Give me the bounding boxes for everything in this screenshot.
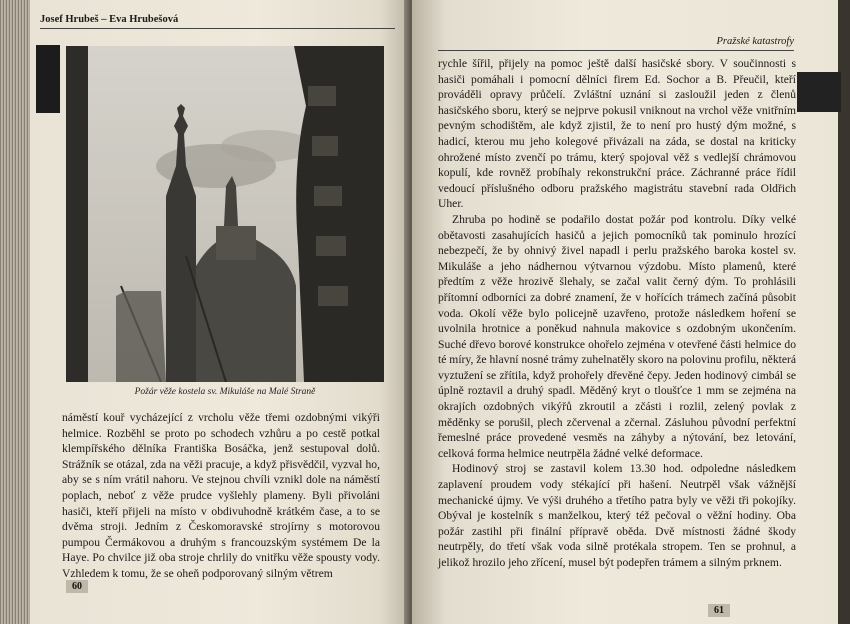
page-number-left: 60 <box>66 580 88 593</box>
page-edges-left <box>0 0 32 624</box>
thumb-index-tab-left <box>36 45 60 113</box>
right-paragraph-2: Zhruba po hodině se podařilo dostat požár pod kontrolu. Díky velké obětavosti zasahujících hasičů a jejich pomocníků tak pominulo hrozící nebezpečí, že by ohnivý živel napadl i perlu pražského baroka kostel sv. Mikuláše a jeho nádhernou výtvarnou výzdobu. Místo plamenů, které předtím z věže hrozivě šlehaly, se začal valit černý dým. To prohlásili přítomní odborníci za dobré znamení, že v hořících trámech začíná působit voda. Okolí věže bylo policejně uzavřeno, protože následkem hoření se uvolnila hrotnice a poněkud nahnula makovice s ozdobným ukončením. Suché dřevo borové konstrukce ohořelo zejména v otevřené části helmice do té míry, že hlavní nosné trámy zuhelnatěly skoro na polovinu profilu, některá vyztužení se zřítila, když prohořely dřevěné čepy. Jeden hodinový cimbál se úplně roztavil a druhý spadl. Měděný kryt o tloušťce 1 mm se zejména na okrajích ozdobných vikýřů zkroutil a zčásti i rozlil, zelený povlak z měděnky se porušil, plech zčervenal a zčernal. Zásluhou původní perfektní řemeslné práce provedené vesměs na záhyby a nýtování, bez letování, celková forma helmice neutrpěla žádné velké deformace. <box>438 212 796 460</box>
church-tower-photo <box>66 46 384 382</box>
right-paragraph-3: Hodinový stroj se zastavil kolem 13.30 hod. odpoledne následkem zaplavení proudem vody stékající při hašení. Neutrpěl však vážnější mechanické újmy. Ve výši druhého a třetího patra byly ve věži tři pokojíky. Obýval je kostelník s manželkou, který též pečoval o věžní hodiny. Oba požár zastihl při finální přípravě oběda. Dvě místnosti žádné škody neutrpěly, do třetí však voda silně protékala stropem. Ten se prohnul, a jelikož hrozilo jeho zřícení, musel být podepřen trámem a silným prknem. <box>438 462 796 569</box>
photo-caption: Požár věže kostela sv. Mikuláše na Malé Straně <box>134 387 316 397</box>
right-paragraph-1: rychle šířil, přijely na pomoc ještě další hasičské sbory. V součinnosti s hasiči pomáhali i pomocní dělníci firem Ed. Sochor a B. Přeučil, kteří prováděli opravy průčelí. Zvláštní uznání si zasloužil jeden z členů hasičského sboru, který se nejprve pokusil vniknout na vrchol věže vnitřním pevným schodištěm, ale když zjistil, že to není pro hustý dým možné, s hadicí, kterou mu jeho kolegové přivázali na záda, se dostal na kriticky ohrožené místo zvenčí po trámu, který spojoval věž s vedlejší chrámovou kopulí, kde rovněž probíhaly rekonstrukční práce. Záchranné práce řídil vedoucí příslušného odboru pražského magistrátu stavební rada Oldřich Uher. <box>438 57 796 211</box>
running-head-left: Josef Hrubeš – Eva Hrubešová <box>40 14 395 29</box>
right-body-text <box>438 56 796 571</box>
thumb-index-tab-right <box>797 72 841 112</box>
left-body-text <box>62 410 380 582</box>
left-paragraph: náměstí kouř vycházející z vrcholu věže třemi ozdobnými vikýři helmice. Rozběhl se proto po schodech vzhůru a po cestě potkal klempířského dělníka Františka Bosáčka, jenž sestupoval dolů. Strážník se otázal, zda na věži pracuje, a když přisvědčil, vyzval ho, aby se s ním vrátil nahoru. Ve stejnou chvíli vznikl dole na náměstí poplach, neboť z věže prudce vyšlehly plameny. Byli přivoláni hasiči, kteří přijeli na místo v obdivuhodně krátkém čase, a to se dvěma stroji. Jedním z Českomoravské strojírny s motorovou pumpou Čermákovou a druhým s francouzským systémem De la Haye. Po chvilce již oba stroje chrlily do vnitřku věže spousty vody. Vzhledem k tomu, že se oheň podporovaný silným větrem <box>62 411 380 580</box>
running-head-right: Pražské katastrofy <box>438 36 794 51</box>
page-number-right: 61 <box>708 604 730 617</box>
